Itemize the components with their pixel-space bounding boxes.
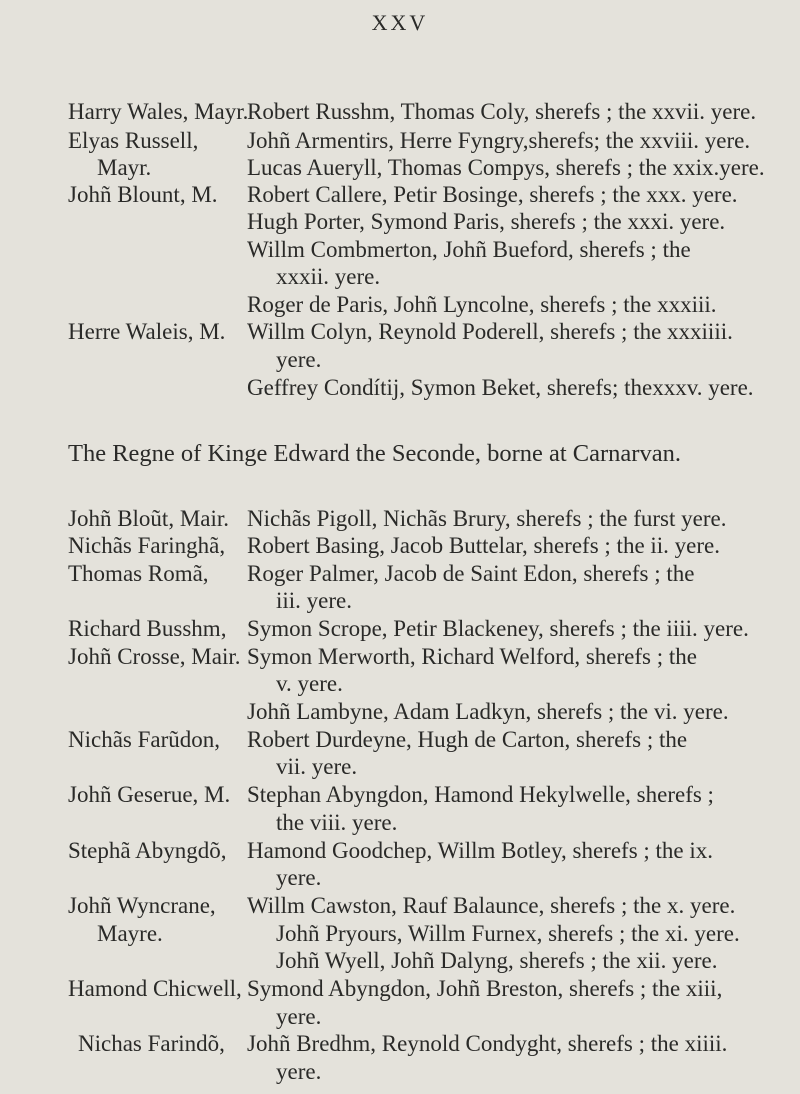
sheriffs-line: Hamond Goodchep, Willm Botley, sherefs ; the ix.	[247, 838, 714, 863]
mayor-name: Johñ Blount, M.	[68, 182, 218, 207]
sheriffs-line: vii. yere.	[276, 754, 358, 779]
sheriffs-line: yere.	[276, 1004, 322, 1029]
heading-mayor: Harry Wales, Mayr.	[68, 99, 249, 124]
sheriffs-line: Roger Palmer, Jacob de Saint Edon, sherefs ; the	[247, 561, 695, 586]
sheriffs-line: Symond Abyngdon, Johñ Breston, sherefs ; the xiii,	[247, 976, 723, 1001]
sheriffs-line: Willm Cawston, Rauf Balaunce, sherefs ; the x. yere.	[247, 893, 736, 918]
sheriffs-line: Willm Colyn, Reynold Poderell, sherefs ; the xxxiiii.	[247, 319, 733, 344]
mayor-name: Thomas Romã,	[68, 561, 209, 586]
sheriffs-line: Robert Durdeyne, Hugh de Carton, sherefs ; the	[247, 727, 688, 752]
sheriffs-line: iii. yere.	[276, 588, 352, 613]
mayor-name: Nichãs Faringhã,	[68, 533, 226, 558]
mayor-name: Mayre.	[97, 921, 163, 946]
sheriffs-line: Johñ Pryours, Willm Furnex, sherefs ; the xi. yere.	[276, 921, 740, 946]
section-title: The Regne of Kinge Edward the Seconde, borne at Carnarvan.	[68, 440, 681, 467]
mayor-name: Stephã Abyngdõ,	[68, 838, 227, 863]
page-number: XXV	[371, 10, 429, 35]
sheriffs-line: the viii. yere.	[276, 810, 398, 835]
sheriffs-line: Geffrey Condítij, Symon Beket, sherefs; thexxxv. yere.	[247, 375, 754, 400]
sheriffs-line: Symon Merworth, Richard Welford, sherefs ; the	[247, 644, 697, 669]
mayor-name: Richard Busshm,	[68, 616, 227, 641]
mayor-name: Johñ Wyncrane,	[68, 893, 216, 918]
sheriffs-line: Johñ Lambyne, Adam Ladkyn, sherefs ; the vi. yere.	[247, 699, 729, 724]
sheriffs-line: yere.	[276, 865, 322, 890]
mayor-name: Johñ Crosse, Mair.	[68, 644, 241, 669]
sheriffs-line: Johñ Armentirs, Herre Fyngry,sherefs; the xxviii. yere.	[247, 128, 751, 153]
sheriffs-line: Stephan Abyngdon, Hamond Hekylwelle, sherefs ;	[247, 782, 714, 807]
mayor-name: Herre Waleis, M.	[68, 319, 226, 344]
sheriffs-line: xxxii. yere.	[276, 264, 381, 289]
sheriffs-line: yere.	[276, 1059, 322, 1084]
sheriffs-line: v. yere.	[276, 671, 343, 696]
mayor-name: Nichãs Farũdon,	[68, 727, 221, 752]
sheriffs-line: Nichãs Pigoll, Nichãs Brury, sherefs ; the furst yere.	[247, 506, 727, 531]
mayor-name: Mayr.	[97, 155, 152, 180]
sheriffs-line: Symon Scrope, Petir Blackeney, sherefs ; the iiii. yere.	[247, 616, 749, 641]
sheriffs-line: Johñ Bredhm, Reynold Condyght, sherefs ; the xiiii.	[247, 1031, 728, 1056]
sheriffs-line: Willm Combmerton, Johñ Bueford, sherefs ; the	[247, 237, 691, 262]
sheriffs-line: Robert Callere, Petir Bosinge, sherefs ; the xxx. yere.	[247, 182, 738, 207]
sheriffs-line: Robert Basing, Jacob Buttelar, sherefs ; the ii. yere.	[247, 533, 721, 558]
mayor-name: Nichas Farindõ,	[78, 1031, 225, 1056]
mayor-name: Johñ Bloũt, Mair.	[68, 506, 230, 531]
mayor-name: Hamond Chicwell,	[68, 976, 242, 1001]
sheriffs-line: Hugh Porter, Symond Paris, sherefs ; the xxxi. yere.	[247, 209, 726, 234]
sheriffs-line: Johñ Wyell, Johñ Dalyng, sherefs ; the xii. yere.	[276, 948, 718, 973]
sheriffs-line: yere.	[276, 347, 322, 372]
sheriffs-line: Roger de Paris, Johñ Lyncolne, sherefs ; the xxxiii.	[247, 292, 717, 317]
mayor-name: Elyas Russell,	[68, 128, 199, 153]
sheriffs-line: Lucas Aueryll, Thomas Compys, sherefs ; the xxix.yere.	[247, 155, 765, 180]
heading-sheriffs: Robert Russhm, Thomas Coly, sherefs ; the xxvii. yere.	[247, 99, 757, 124]
mayor-name: Johñ Geserue, M.	[68, 782, 231, 807]
